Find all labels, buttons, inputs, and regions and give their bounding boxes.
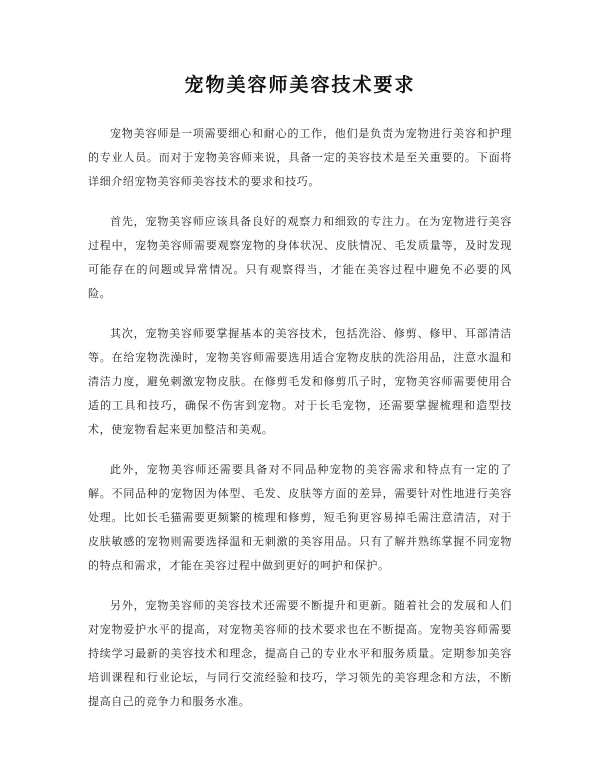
paragraph-basic-skills: 其次，宠物美容师要掌握基本的美容技术，包括洗浴、修剪、修甲、耳部清洁等。在给宠物洗澡时，宠物美容师需要选用适合宠物皮肤的洗浴用品，注意水温和清洁力度，避免刺激宠物皮肤。在修剪毛发和修剪爪子时，宠物美容师需要使用合适的工具和技巧，确保不伤害到宠物。对于长毛宠物，还需要掌握梳理和造型技术，使宠物看起来更加整洁和美观。 <box>88 327 512 436</box>
paragraph-continuous-learning: 另外，宠物美容师的美容技术还需要不断提升和更新。随着社会的发展和人们对宠物爱护水平的提高，对宠物美容师的技术要求也在不断提高。宠物美容师需要持续学习最新的美容技术和理念，提高自己的专业水平和服务质量。定期参加美容培训课程和行业论坛，与同行交流经验和技巧，学习领先的美容理念和方法，不断提高自己的竞争力和服务水准。 <box>88 599 512 708</box>
paragraph-observation: 首先，宠物美容师应该具备良好的观察力和细致的专注力。在为宠物进行美容过程中，宠物美容师需要观察宠物的身体状况、皮肤情况、毛发质量等，及时发现可能存在的问题或异常情况。只有观察得当，才能在美容过程中避免不必要的风险。 <box>88 215 512 300</box>
document-title: 宠物美容师美容技术要求 <box>184 74 416 96</box>
paragraph-intro: 宠物美容师是一项需要细心和耐心的工作，他们是负责为宠物进行美容和护理的专业人员。而对于宠物美容师来说，具备一定的美容技术是至关重要的。下面将详细介绍宠物美容师美容技术的要求和技巧。 <box>88 127 512 188</box>
paragraph-breed-knowledge: 此外，宠物美容师还需要具备对不同品种宠物的美容需求和特点有一定的了解。不同品种的宠物因为体型、毛发、皮肤等方面的差异，需要针对性地进行美容处理。比如长毛猫需要更频繁的梳理和修剪，短毛狗更容易掉毛需注意清洁，对于皮肤敏感的宠物则需要选择温和无刺激的美容用品。只有了解并熟练掌握不同宠物的特点和需求，才能在美容过程中做到更好的呵护和保护。 <box>88 463 512 572</box>
document-body <box>88 122 512 730</box>
